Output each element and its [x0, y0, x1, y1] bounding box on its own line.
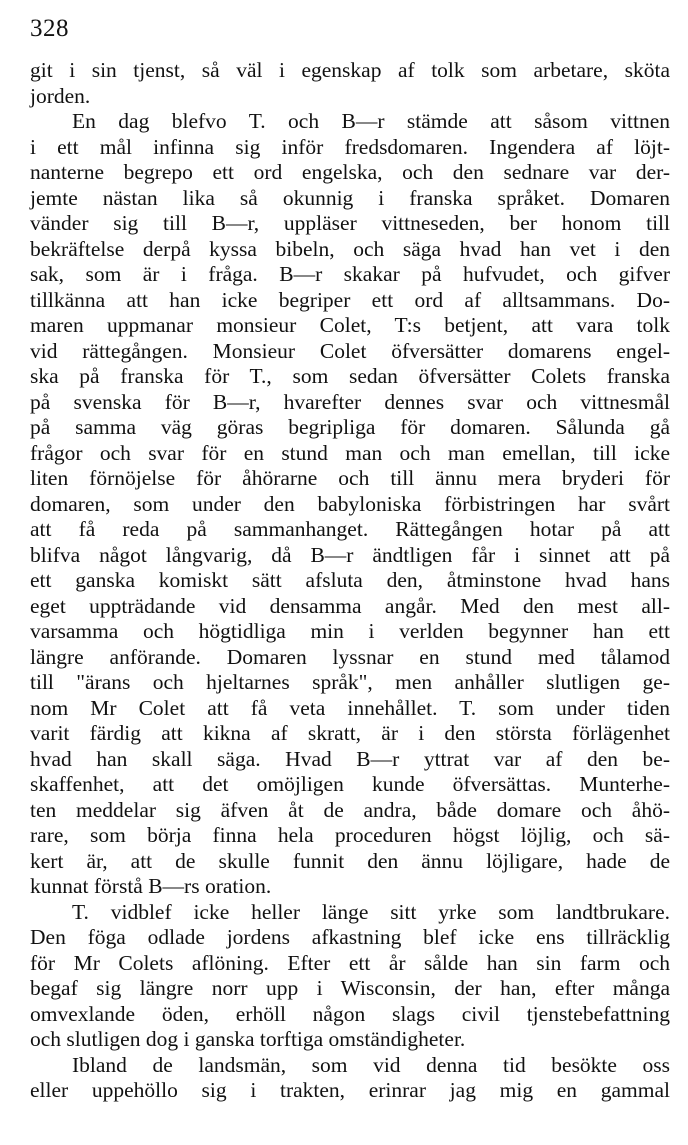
text-line: Ibland de landsmän, som vid denna tid besökte oss	[72, 1052, 670, 1077]
text-line: varit färdig att kikna af skratt, är i den största förlägenhet	[30, 721, 670, 745]
text-line: på svenska för B—r, hvarefter dennes svar och vittnesmål	[30, 389, 670, 414]
text-line: nanterne begrepo ett ord engelska, och den sednare var der-	[30, 160, 670, 184]
text-line: frågor och svar för en stund man och man emellan, till icke	[30, 440, 670, 465]
text-line: rare, som börja finna hela proceduren högst löjlig, och sä-	[30, 823, 670, 847]
text-line: vänder sig till B—r, uppläser vittneseden, ber honom till	[30, 211, 670, 235]
text-line: och slutligen dog i ganska torftiga omständigheter.	[30, 1027, 466, 1051]
text-line: ett ganska komiskt sätt afsluta den, åtminstone hvad hans	[30, 568, 670, 592]
text-line: domaren, som under den babyloniska förbistringen har svårt	[30, 491, 670, 516]
text-line: T. vidblef icke heller länge sitt yrke som landtbrukare.	[72, 899, 670, 924]
text-line: maren uppmanar monsieur Colet, T:s betjent, att vara tolk	[30, 313, 670, 337]
text-line: Den föga odlade jordens afkastning blef icke ens tillräcklig	[30, 925, 670, 949]
text-line: att få reda på sammanhanget. Rättegången hotar på att	[30, 517, 670, 541]
text-line: längre anförande. Domaren lyssnar en stund med tålamod	[30, 644, 670, 669]
text-line: eller uppehöllo sig i trakten, erinrar jag mig en gammal	[30, 1078, 670, 1102]
text-line: nom Mr Colet att få veta innehållet. T. som under tiden	[30, 695, 670, 720]
text-line: skaffenhet, att det omöjligen kunde öfversättas. Munterhe-	[30, 772, 670, 796]
page-number: 328	[30, 15, 69, 42]
text-line: på samma väg göras begripliga för domaren. Sålunda gå	[30, 415, 670, 439]
text-line: i ett mål infinna sig inför fredsdomaren. Ingendera af löjt-	[30, 134, 670, 159]
text-line: jemte nästan lika så okunnig i franska språket. Domaren	[30, 185, 670, 210]
text-line: En dag blefvo T. och B—r stämde att såsom vittnen	[72, 109, 670, 133]
text-line: hvad han skall säga. Hvad B—r yttrat var af den be-	[30, 746, 670, 771]
body-text	[30, 58, 670, 1104]
text-line: git i sin tjenst, så väl i egenskap af tolk som arbetare, sköta	[30, 58, 670, 82]
text-line: vid rättegången. Monsieur Colet öfversätter domarens engel-	[30, 338, 670, 363]
text-line: liten förnöjelse för åhörarne och till ännu mera bryderi för	[30, 466, 670, 490]
text-line: ten meddelar sig äfven åt de andra, både domare och åhö-	[30, 797, 670, 822]
text-line: för Mr Colets aflöning. Efter ett år sålde han sin farm och	[30, 950, 670, 975]
text-line: kunnat förstå B—rs oration.	[30, 874, 272, 898]
text-line: bekräftelse derpå kyssa bibeln, och säga hvad han vet i den	[30, 236, 670, 261]
text-line: begaf sig längre norr upp i Wisconsin, der han, efter många	[30, 976, 670, 1000]
text-line: ska på franska för T., som sedan öfversätter Colets franska	[30, 364, 670, 388]
text-line: tillkänna att han icke begriper ett ord af alltsammans. Do-	[30, 287, 670, 312]
text-line: sak, som är i fråga. B—r skakar på hufvudet, och gifver	[30, 262, 670, 286]
text-line: jorden.	[30, 83, 91, 108]
text-line: varsamma och högtidliga min i verlden begynner han ett	[30, 619, 670, 643]
text-line: till "ärans och hjeltarnes språk", men anhåller slutligen ge-	[30, 670, 670, 694]
text-line: omvexlande öden, erhöll någon slags civil tjenstebefattning	[30, 1001, 670, 1026]
text-line: eget uppträdande vid densamma angår. Med den mest all-	[30, 593, 670, 618]
text-line: kert är, att de skulle funnit den ännu löjligare, hade de	[30, 848, 670, 873]
text-line: blifva något långvarig, då B—r ändtligen får i sinnet att på	[30, 542, 670, 567]
